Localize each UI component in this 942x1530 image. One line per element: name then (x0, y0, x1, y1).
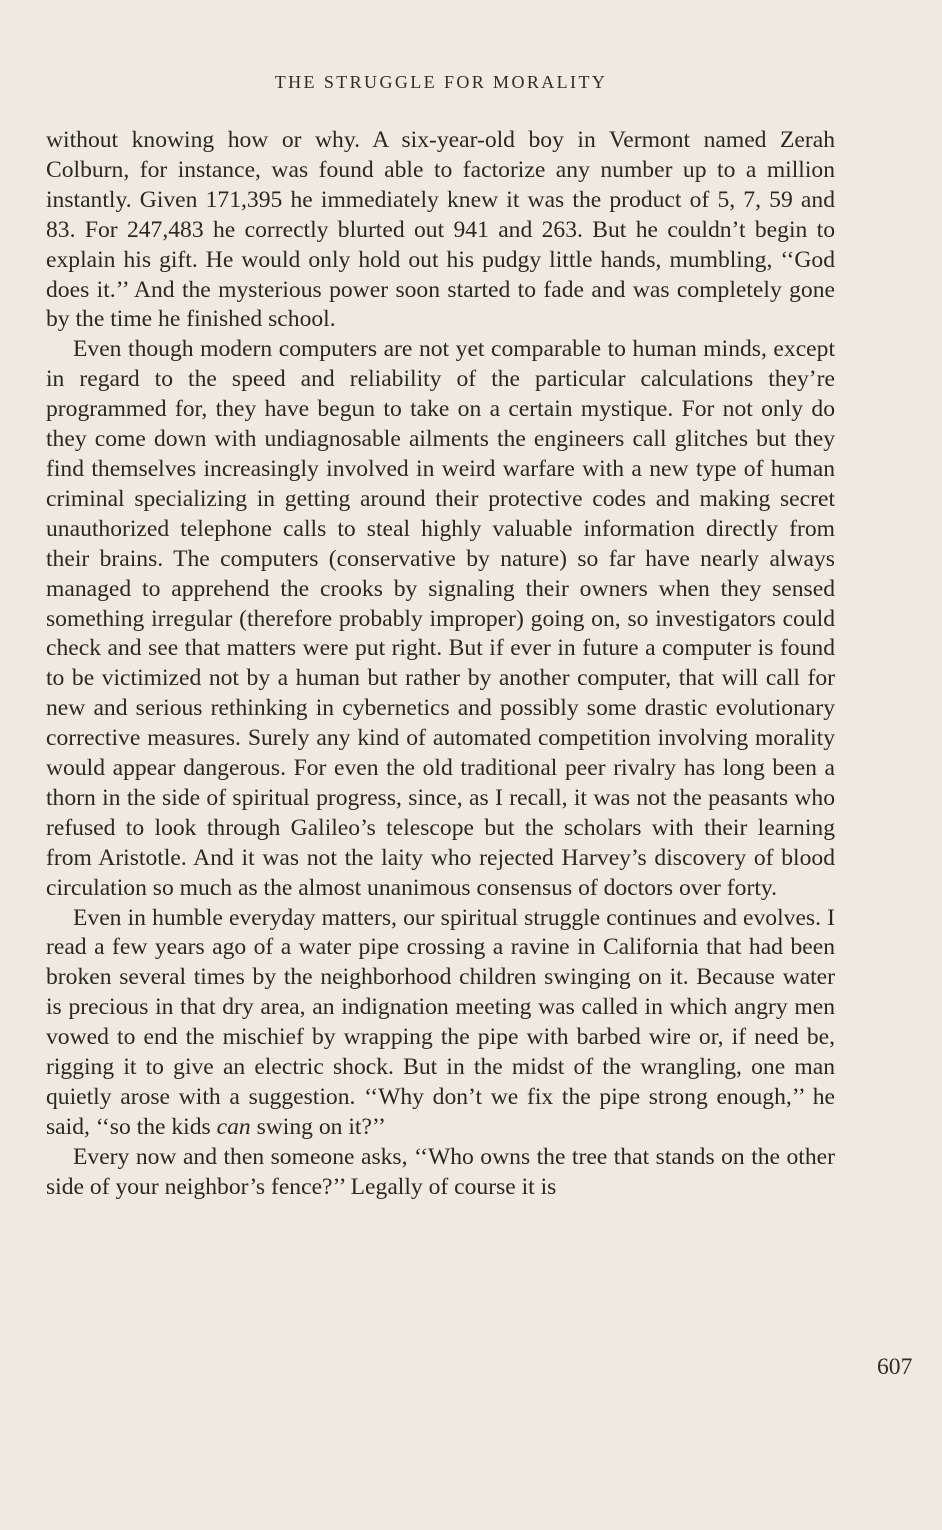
paragraph-water-pipe (46, 904, 835, 1143)
running-head: THE STRUGGLE FOR MORALITY (274, 72, 608, 92)
paragraph-computers: Even though modern computers are not yet comparable to human minds, except in regard to the speed and reliability of the particular calculations they’re programmed for, they have begun to take on a certain mystique. For not only do they come down with undiagnosable ailments the engineers call glitches but they find themselves increasingly involved in weird warfare with a new type of human criminal specializing in getting around their protective codes and making secret unauthorized telephone calls to steal highly valuable information directly from their brains. The computers (conservative by nature) so far have nearly always managed to apprehend the crooks by signaling their owners when they sensed something irregular (therefore probably improper) going on, so investigators could check and see that matters were put right. But if ever in future a computer is found to be victimized not by a human but rather by another computer, that will call for new and serious rethinking in cybernetics and possibly some drastic evolutionary corrective measures. Surely any kind of automated competition involving morality would appear dangerous. For even the old traditional peer rivalry has long been a thorn in the side of spiritual progress, since, as I recall, it was not the peasants who refused to look through Galileo’s telescope but the scholars with their learning from Aristotle. And it was not the laity who rejected Harvey’s discovery of blood circulation so much as the almost unanimous consensus of doctors over forty. (46, 336, 835, 901)
paragraph-tree: Every now and then someone asks, ‘‘Who owns the tree that stands on the other side of your neighbor’s fence?’’ Legally of course it is (46, 1143, 835, 1200)
body-text (46, 126, 835, 1203)
paragraph-water-pipe-emphasis: can (216, 1113, 251, 1140)
page-number: 607 (877, 1354, 913, 1380)
paragraph-water-pipe-text-after: swing on it?’’ (250, 1113, 386, 1140)
paragraph-colburn: without knowing how or why. A six-year-old boy in Vermont named Zerah Colburn, for instance, was found able to factorize any number up to a million instantly. Given 171,395 he immediately knew it was the product of 5, 7, 59 and 83. For 247,483 he correctly blurted out 941 and 263. But he couldn’t begin to explain his gift. He would only hold out his pudgy little hands, mumbling, ‘‘God does it.’’ And the mysterious power soon started to fade and was completely gone by the time he finished school. (46, 127, 835, 333)
paragraph-water-pipe-text-before: Even in humble everyday matters, our spiritual struggle continues and evolves. I read a few years ago of a water pipe crossing a ravine in California that had been broken several times by the neighborhood children swinging on it. Because water is precious in that dry area, an indignation meeting was called in which angry men vowed to end the mischief by wrapping the pipe with barbed wire or, if need be, rigging it to give an electric shock. But in the midst of the wrangling, one man quietly arose with a suggestion. ‘‘Why don’t we fix the pipe strong enough,’’ he said, ‘‘so the kids (46, 904, 835, 1140)
